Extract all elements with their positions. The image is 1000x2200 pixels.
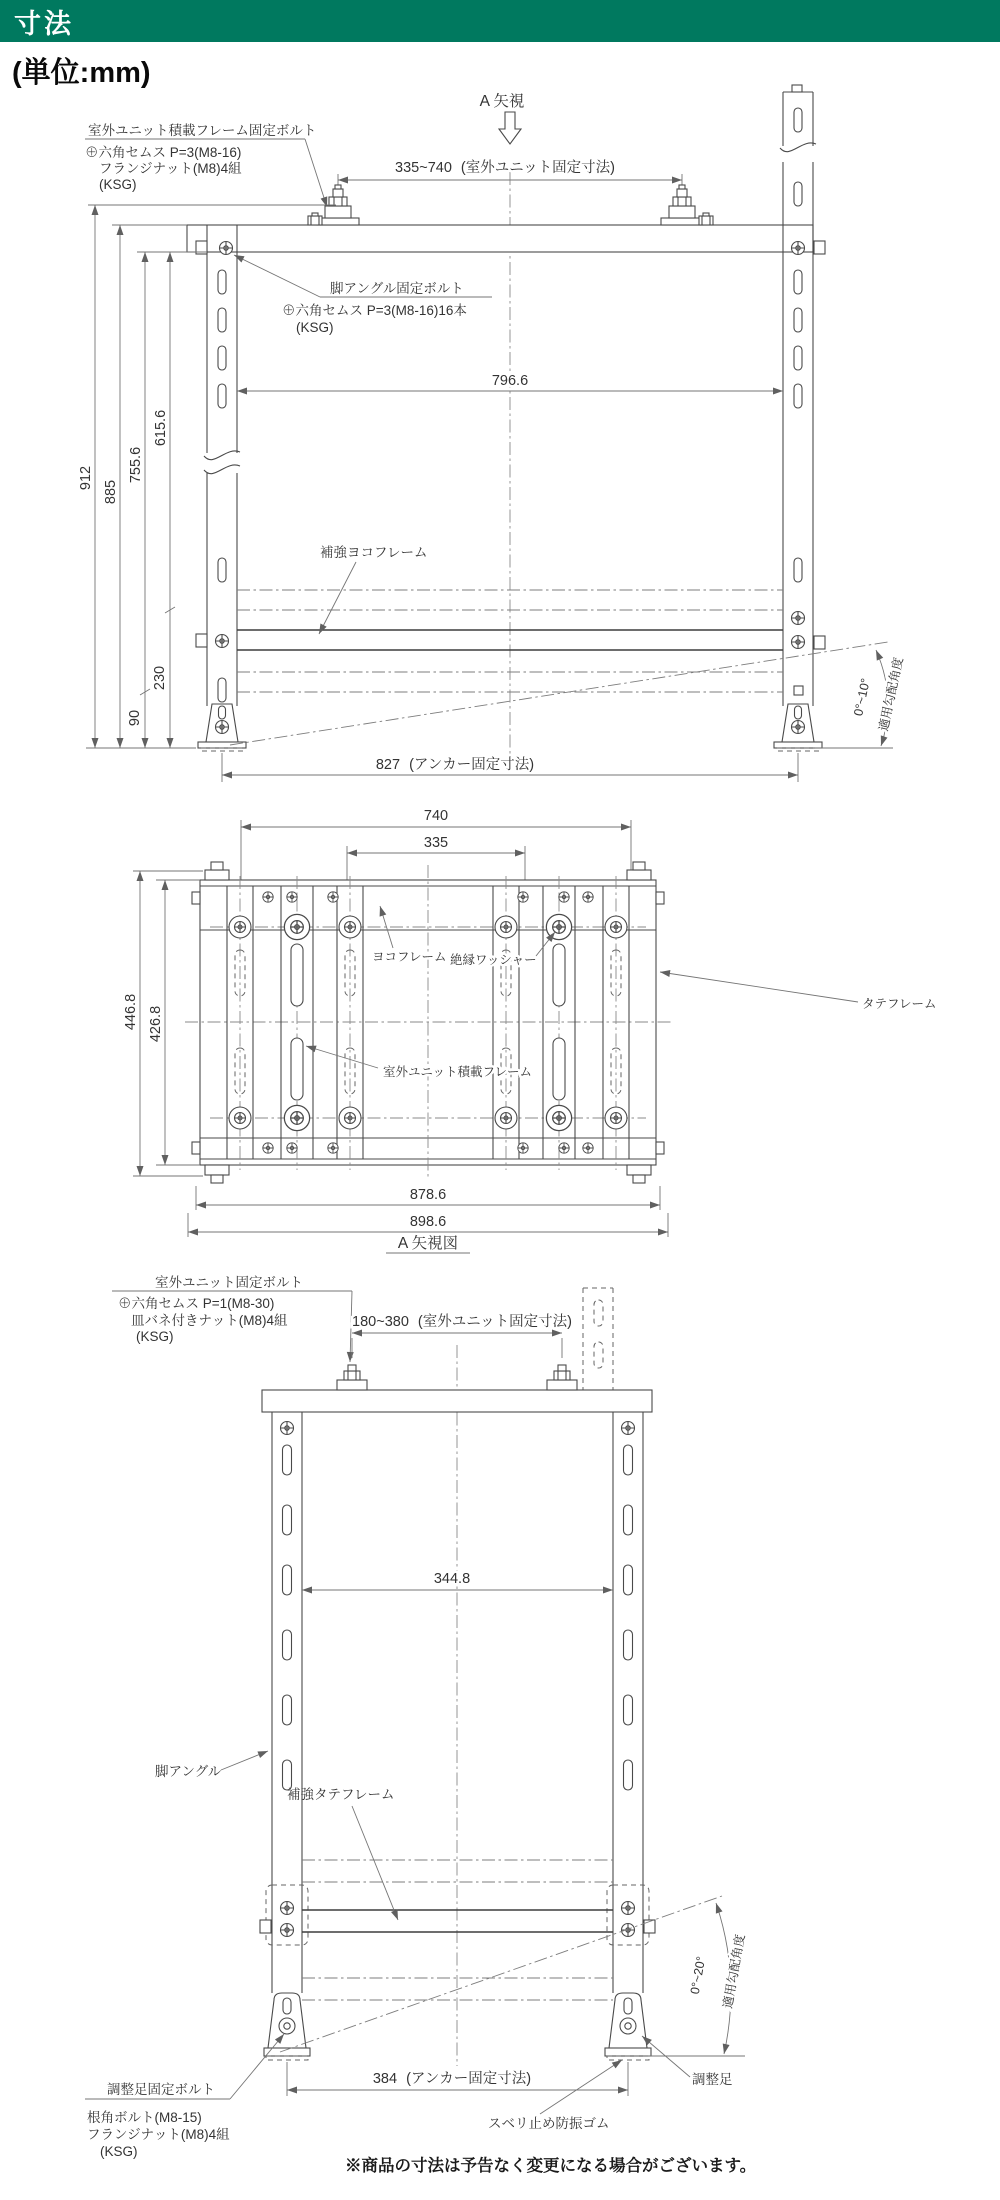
top-view [123, 808, 937, 1253]
dim-inner-width: 796.6 [491, 373, 529, 389]
leader-line [536, 932, 555, 956]
svg-text:335~740(室外ユニット固定寸法) [395, 159, 615, 176]
dim-side-inner: 344.8 [433, 1571, 471, 1587]
slope-range: 0°~10° [851, 677, 873, 718]
side-left-leg [260, 1412, 308, 1993]
leader-line [660, 972, 858, 1002]
flange-nut [699, 213, 713, 225]
unit-bolt-note-spec3: (KSG) [136, 1329, 174, 1344]
slope-note: 適用勾配角度 [876, 656, 906, 733]
leader-line [221, 1751, 268, 1770]
mount-bolt [661, 185, 703, 225]
dim-side-unit-fix [352, 1313, 572, 1358]
dim-912: 912 [78, 465, 94, 491]
mount-bolt-note [85, 123, 327, 207]
dim-426: 426.8 [148, 1005, 164, 1043]
dim-90: 90 [127, 709, 143, 727]
dim-230: 230 [152, 665, 168, 691]
dim-898: 898.6 [409, 1214, 447, 1230]
foot-bolt-note-title: 調整足固定ボルト [107, 2082, 215, 2097]
leader-line [540, 2060, 622, 2114]
foot-bolt-note-spec1: 根角ボルト(M8-15) [87, 2110, 202, 2125]
hidden-tate-frame [583, 1288, 613, 1390]
mount-bolt-note-spec2: フランジナット(M8)4組 [99, 161, 242, 176]
svg-text:335: 335 [423, 835, 449, 851]
right-leg [780, 85, 825, 706]
dim-value: 827 [375, 757, 401, 773]
leader-line [305, 139, 327, 207]
reinforce-tate-phantom [302, 1860, 613, 2000]
top-view-left-dims [123, 871, 203, 1176]
top-view-caption: A 矢視図 [397, 1235, 459, 1252]
leg-bolt-note [234, 255, 492, 335]
leader-line [306, 1046, 378, 1068]
dim-note: (アンカー固定寸法) [406, 2071, 532, 2087]
page-title: 寸法 [14, 8, 74, 39]
leg-bolt-note-spec2: (KSG) [296, 320, 334, 335]
right-foot [774, 704, 822, 751]
flange-nut [308, 213, 322, 225]
dim-note: (室外ユニット固定寸法) [460, 160, 615, 176]
dim-878: 878.6 [409, 1187, 447, 1203]
svg-text:827(アンカー固定寸法) [376, 756, 534, 773]
unit-fix-bolt [547, 1365, 577, 1390]
yoko-frame-label: ヨコフレーム [372, 950, 447, 964]
unit-bolt-note-title: 室外ユニット固定ボルト [155, 1275, 303, 1290]
unit-bolt-note-spec2: 皿バネ付きナット(M8)4組 [131, 1313, 288, 1328]
dim-755: 755.6 [128, 446, 144, 484]
unit-fix-bolt [337, 1365, 367, 1390]
svg-text:384(アンカー固定寸法) [373, 2070, 531, 2087]
dim-anchor-width [222, 753, 798, 782]
yoko-frame-beam [187, 225, 813, 252]
dim-885: 885 [103, 479, 119, 505]
dim-335 [347, 835, 525, 880]
front-view [78, 85, 906, 782]
foot-bolt-note-spec2: フランジナット(M8)4組 [87, 2127, 230, 2142]
view-a-arrow-icon [499, 112, 521, 144]
dim-side-anchor [287, 2062, 628, 2096]
unit-bolt-note-spec1: ⊕六角セムス P=1(M8-30) [118, 1296, 275, 1311]
foot-bolt-note-spec3: (KSG) [100, 2144, 138, 2159]
left-leg [196, 225, 240, 706]
dim-note: (室外ユニット固定寸法) [417, 1314, 572, 1330]
dim-615: 615.6 [153, 409, 169, 447]
leg-bolt-note-spec1: ⊕六角セムス P=3(M8-16)16本 [282, 303, 467, 318]
mount-bolt-note-spec3: (KSG) [99, 177, 137, 192]
top-rail [262, 1390, 652, 1412]
slope-line [280, 1896, 722, 2052]
leader-line [352, 1806, 398, 1920]
side-right-leg [607, 1412, 655, 1993]
top-view-bottom-dims [188, 1186, 668, 1237]
unit-note: (単位:mm) [12, 57, 151, 89]
tate-frame-label: タテフレーム [862, 997, 937, 1011]
unit-bolt-note [112, 1275, 352, 1362]
dim-value: 335~740 [395, 160, 452, 176]
view-a-label: A 矢視 [479, 93, 525, 110]
slope-range: 0°~20° [687, 1955, 709, 1996]
reinforce-tate-beam [302, 1910, 613, 1932]
foot-bolt-note [85, 2034, 284, 2159]
dim-446: 446.8 [123, 993, 139, 1031]
slope-note: 適用勾配角度 [720, 1933, 748, 2010]
leg-bolt-note-title: 脚アングル固定ボルト [330, 281, 464, 296]
adjust-foot-label: 調整足 [692, 2072, 733, 2087]
side-view [85, 1275, 748, 2159]
mount-frame-label: 室外ユニット積載フレーム [383, 1065, 533, 1079]
dim-value: 180~380 [352, 1314, 409, 1330]
svg-text:180~380(室外ユニット固定寸法) [352, 1313, 572, 1330]
rubber-label: スベリ止め防振ゴム [488, 2116, 610, 2131]
mount-bolt-note-title: 室外ユニット積載フレーム固定ボルト [88, 123, 317, 138]
footer-note: ※商品の寸法は予告なく変更になる場合がございます。 [345, 2157, 757, 2175]
washer-label: 絶縁ワッシャー [450, 953, 537, 967]
svg-text:740: 740 [423, 808, 449, 824]
leg-angle-label: 脚アングル [155, 1764, 222, 1779]
reinforce-tate-label: 補強タテフレーム [287, 1787, 395, 1802]
reinforce-frame-label: 補強ヨコフレーム [320, 545, 428, 560]
mount-bolt-note-spec1: ⊕六角セムス P=3(M8-16) [85, 145, 242, 160]
dim-value: 384 [372, 2071, 398, 2087]
dim-note: (アンカー固定寸法) [409, 757, 535, 773]
adjust-foot-right [605, 1993, 651, 2060]
leader-line [319, 562, 356, 634]
